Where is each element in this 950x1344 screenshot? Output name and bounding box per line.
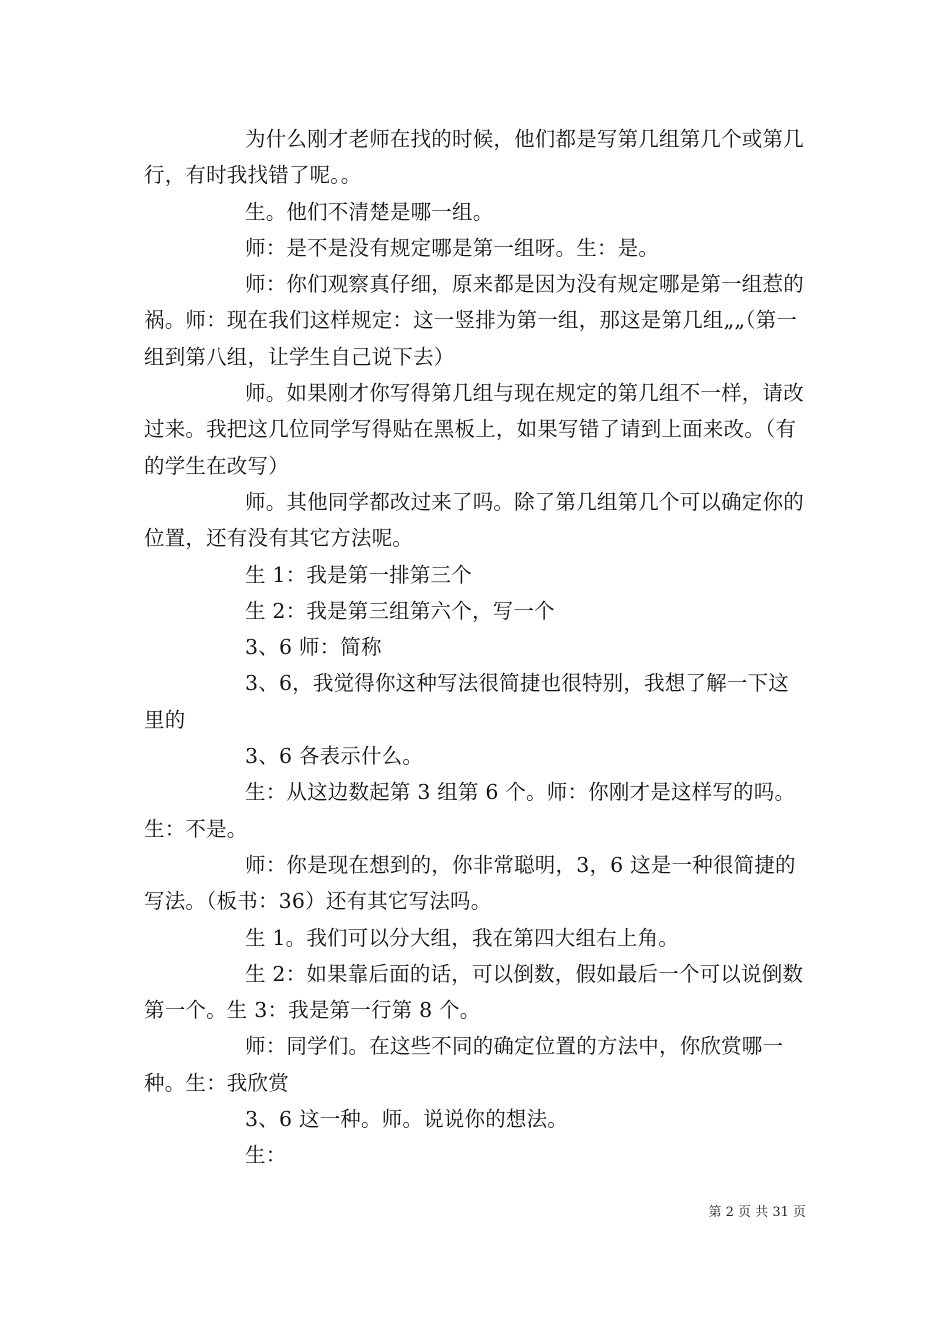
- paragraph: 师：同学们。在这些不同的确定位置的方法中，你欣赏哪一种。生：我欣赏: [144, 1034, 784, 1095]
- paragraph: 师。其他同学都改过来了吗。除了第几组第几个可以确定你的位置，还有没有其它方法呢。: [144, 489, 804, 551]
- paragraph: 生 2：如果靠后面的话，可以倒数，假如最后一个可以说倒数第一个。生 3：我是第一行第 8 个。: [144, 961, 804, 1023]
- paragraph: 师：你是现在想到的，你非常聪明，3，6 这是一种很简捷的写法。（板书：36）还有其它写法吗。: [144, 852, 796, 914]
- paragraph: 生：从这边数起第 3 组第 6 个。师：你刚才是这样写的吗。生：不是。: [144, 780, 796, 841]
- paragraph: 3、6 各表示什么。: [245, 744, 424, 769]
- paragraph: 生 1：我是第一排第三个: [245, 562, 472, 587]
- paragraph: 师：你们观察真仔细，原来都是因为没有规定哪是第一组惹的祸。师：现在我们这样规定：这一竖排为第一组，那这是第几组„„（第一组到第八组，让学生自己说下去）: [144, 272, 804, 369]
- paragraph: 3、6，我觉得你这种写法很简捷也很特别，我想了解一下这里的: [144, 671, 789, 732]
- paragraph: 为什么刚才老师在找的时候，他们都是写第几组第几个或第几行，有时我找错了呢。。: [144, 127, 804, 188]
- paragraph: 生。他们不清楚是哪一组。: [245, 199, 494, 224]
- paragraph: 生 2：我是第三组第六个，写一个: [245, 598, 555, 623]
- document-body: [144, 121, 808, 1174]
- paragraph: 生：: [245, 1143, 287, 1168]
- paragraph: 3、6 师：简称: [245, 635, 382, 660]
- paragraph: 师：是不是没有规定哪是第一组呀。生：是。: [245, 235, 659, 260]
- paragraph: 生 1。我们可以分大组，我在第四大组右上角。: [245, 925, 679, 950]
- paragraph: 师。如果刚才你写得第几组与现在规定的第几组不一样，请改过来。我把这几位同学写得贴在黑板上，如果写错了请到上面来改。（有的学生在改写）: [144, 381, 804, 478]
- paragraph: 3、6 这一种。师。说说你的想法。: [245, 1107, 569, 1132]
- page-number-footer: 第 2 页 共 31 页: [708, 1205, 806, 1220]
